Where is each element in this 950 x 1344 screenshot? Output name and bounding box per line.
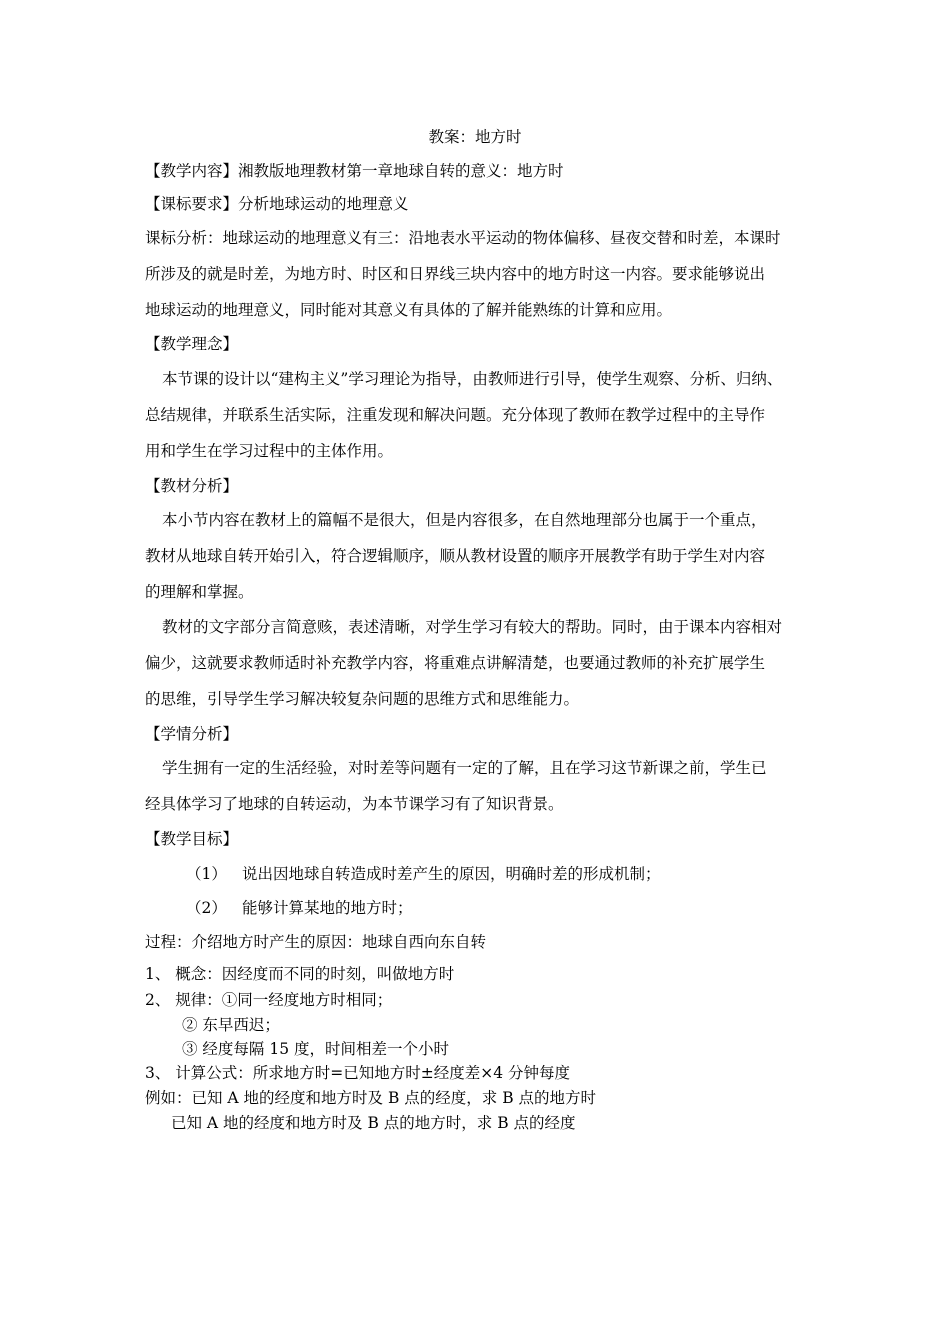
section-heading-philosophy: 【教学理念】: [145, 335, 239, 353]
point-line: ② 东早西迟；: [182, 1016, 280, 1034]
curriculum-analysis-line: 地球运动的地理意义，同时能对其意义有具体的了解并能熟练的计算和应用。: [145, 301, 673, 319]
point-line: ③ 经度每隔 15 度，时间相差一个小时: [182, 1040, 450, 1058]
philosophy-line: 总结规律，并联系生活实际，注重发现和解决问题。充分体现了教师在教学过程中的主导作: [145, 406, 766, 424]
goal-number: （1）: [186, 865, 227, 883]
goal-text: 能够计算某地的地方时；: [242, 899, 413, 917]
section-heading-goals: 【教学目标】: [145, 830, 239, 848]
point-line: 3、 计算公式：所求地方时=已知地方时±经度差×4 分钟每度: [145, 1064, 571, 1082]
material-line: 偏少，这就要求教师适时补充教学内容，将重难点讲解清楚，也要通过教师的补充扩展学生: [145, 654, 766, 672]
material-line: 教材的文字部分言简意赅，表述清晰，对学生学习有较大的帮助。同时，由于课本内容相对: [162, 618, 783, 636]
philosophy-line: 本节课的设计以“建构主义”学习理论为指导，由教师进行引导，使学生观察、分析、归纳、: [162, 370, 783, 388]
goal-number: （2）: [186, 899, 227, 917]
process-line: 过程：介绍地方时产生的原因：地球自西向东自转: [145, 933, 487, 951]
curriculum-analysis-line: 课标分析：地球运动的地理意义有三：沿地表水平运动的物体偏移、昼夜交替和时差，本课时: [145, 229, 781, 247]
teaching-content-line: 【教学内容】湘教版地理教材第一章地球自转的意义：地方时: [145, 162, 564, 180]
student-analysis-line: 经具体学习了地球的自转运动，为本节课学习有了知识背景。: [145, 795, 564, 813]
curriculum-analysis-line: 所涉及的就是时差，为地方时、时区和日界线三块内容中的地方时这一内容。要求能够说出: [145, 265, 766, 283]
section-heading-students: 【学情分析】: [145, 725, 239, 743]
goal-text: 说出因地球自转造成时差产生的原因，明确时差的形成机制；: [242, 865, 661, 883]
material-line: 的理解和掌握。: [145, 583, 254, 601]
philosophy-line: 用和学生在学习过程中的主体作用。: [145, 442, 394, 460]
material-line: 本小节内容在教材上的篇幅不是很大，但是内容很多，在自然地理部分也属于一个重点，: [162, 511, 767, 529]
example-line: 已知 A 地的经度和地方时及 B 点的地方时，求 B 点的经度: [171, 1114, 576, 1132]
example-line: 例如：已知 A 地的经度和地方时及 B 点的经度，求 B 点的地方时: [145, 1089, 597, 1107]
material-line: 的思维，引导学生学习解决较复杂问题的思维方式和思维能力。: [145, 690, 580, 708]
section-heading-material: 【教材分析】: [145, 477, 239, 495]
document-title: 教案：地方时: [428, 128, 522, 146]
student-analysis-line: 学生拥有一定的生活经验，对时差等问题有一定的了解，且在学习这节新课之前，学生已: [162, 759, 767, 777]
material-line: 教材从地球自转开始引入，符合逻辑顺序，顺从教材设置的顺序开展教学有助于学生对内容: [145, 547, 766, 565]
point-line: 2、 规律：①同一经度地方时相同；: [145, 991, 393, 1009]
point-line: 1、 概念：因经度而不同的时刻，叫做地方时: [145, 965, 455, 983]
curriculum-requirement-line: 【课标要求】分析地球运动的地理意义: [145, 195, 409, 213]
